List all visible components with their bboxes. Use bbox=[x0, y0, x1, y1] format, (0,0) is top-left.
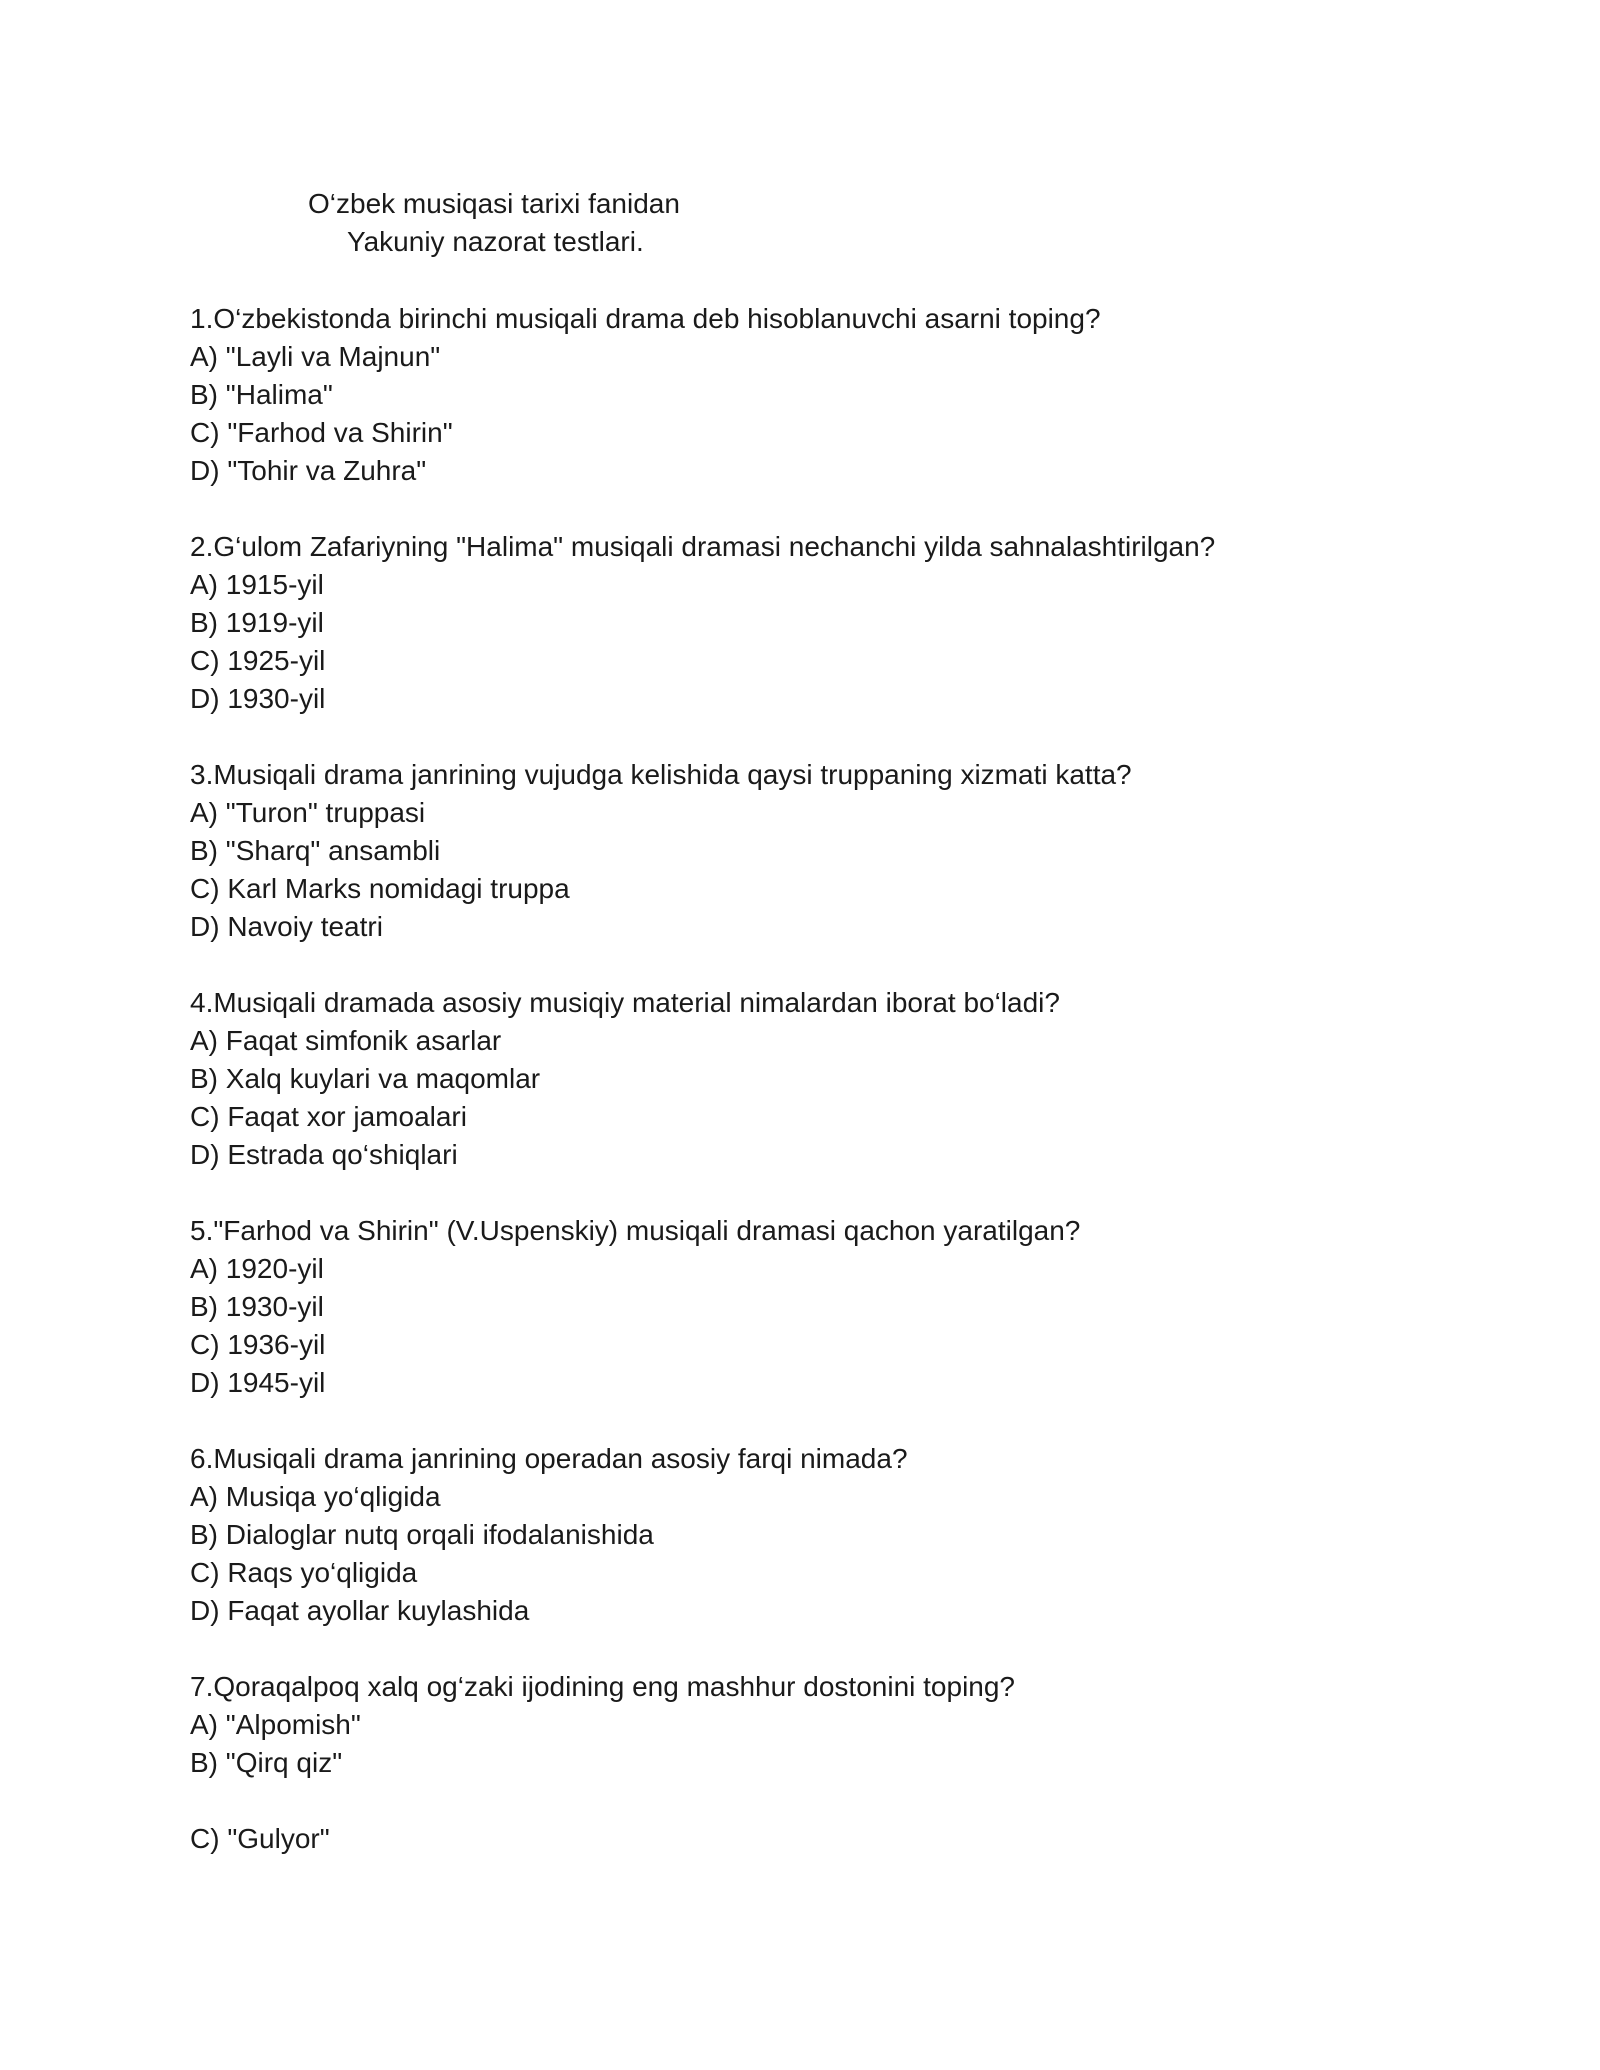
option-b: B) Xalq kuylari va maqomlar bbox=[190, 1063, 541, 1094]
title-line-2: Yakuniy nazorat testlari. bbox=[347, 226, 644, 257]
question-text: 7.Qoraqalpoq xalq og‘zaki ijodining eng mashhur dostonini toping? bbox=[190, 1671, 1016, 1702]
option-c: C) "Farhod va Shirin" bbox=[190, 417, 453, 448]
option-a: A) 1915-yil bbox=[190, 569, 324, 600]
option-a: A) Faqat simfonik asarlar bbox=[190, 1025, 502, 1056]
question-2 bbox=[190, 528, 1490, 718]
question-7 bbox=[190, 1668, 1490, 1858]
question-4 bbox=[190, 984, 1490, 1174]
question-5 bbox=[190, 1212, 1490, 1402]
option-d: D) 1945-yil bbox=[190, 1367, 326, 1398]
option-a: A) "Layli va Majnun" bbox=[190, 341, 441, 372]
option-d: D) 1930-yil bbox=[190, 683, 326, 714]
question-3 bbox=[190, 756, 1490, 946]
question-text: 6.Musiqali drama janrining operadan asosiy farqi nimada? bbox=[190, 1443, 908, 1474]
option-b: B) Dialoglar nutq orqali ifodalanishida bbox=[190, 1519, 654, 1550]
option-c: C) 1936-yil bbox=[190, 1329, 326, 1360]
question-text: 4.Musiqali dramada asosiy musiqiy material nimalardan iborat bo‘ladi? bbox=[190, 987, 1060, 1018]
option-b: B) "Halima" bbox=[190, 379, 333, 410]
question-text: 1.O‘zbekistonda birinchi musiqali drama deb hisoblanuvchi asarni toping? bbox=[190, 303, 1101, 334]
question-list bbox=[190, 300, 1490, 1896]
question-6 bbox=[190, 1440, 1490, 1630]
option-d: D) Estrada qo‘shiqlari bbox=[190, 1139, 458, 1170]
question-text: 3.Musiqali drama janrining vujudga kelishida qaysi truppaning xizmati katta? bbox=[190, 759, 1132, 790]
option-c: C) "Gulyor" bbox=[190, 1823, 330, 1854]
option-a: A) "Alpomish" bbox=[190, 1709, 361, 1740]
question-text: 5."Farhod va Shirin" (V.Uspenskiy) musiqali dramasi qachon yaratilgan? bbox=[190, 1215, 1081, 1246]
title-line-1: O‘zbek musiqasi tarixi fanidan bbox=[308, 188, 680, 219]
option-c: C) Karl Marks nomidagi truppa bbox=[190, 873, 570, 904]
option-b: B) "Sharq" ansambli bbox=[190, 835, 441, 866]
option-d: D) Faqat ayollar kuylashida bbox=[190, 1595, 530, 1626]
question-text: 2.G‘ulom Zafariyning "Halima" musiqali dramasi nechanchi yilda sahnalashtirilgan? bbox=[190, 531, 1216, 562]
option-d: D) "Tohir va Zuhra" bbox=[190, 455, 427, 486]
option-b: B) 1930-yil bbox=[190, 1291, 324, 1322]
option-c: C) Faqat xor jamoalari bbox=[190, 1101, 467, 1132]
question-1 bbox=[190, 300, 1490, 490]
option-b: B) "Qirq qiz" bbox=[190, 1747, 343, 1778]
option-b: B) 1919-yil bbox=[190, 607, 324, 638]
option-a: A) "Turon" truppasi bbox=[190, 797, 426, 828]
option-a: A) 1920-yil bbox=[190, 1253, 324, 1284]
option-a: A) Musiqa yo‘qligida bbox=[190, 1481, 441, 1512]
option-d: D) Navoiy teatri bbox=[190, 911, 383, 942]
option-c: C) Raqs yo‘qligida bbox=[190, 1557, 418, 1588]
option-c: C) 1925-yil bbox=[190, 645, 326, 676]
